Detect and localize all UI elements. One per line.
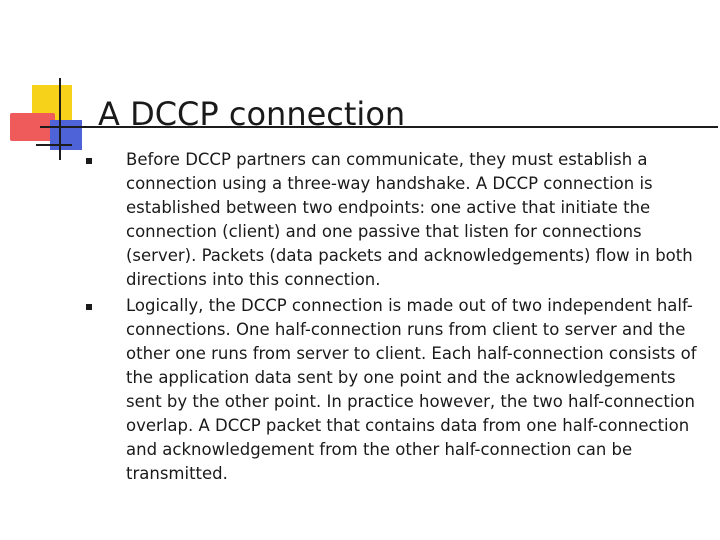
bullet-text: Before DCCP partners can communicate, they must establish a connection using a three-way handshake. A DCCP connection is established between two endpoints: one active that initiate the connection (client) and one passive that listen for connections (server). Packets (data packets and acknowledgements) flow in both directions into this connection. <box>126 150 693 289</box>
bullet-list <box>84 148 714 488</box>
bullet-item <box>84 294 714 486</box>
bullet-item <box>84 148 714 292</box>
square-bullet-icon <box>86 304 92 310</box>
square-bullet-icon <box>86 158 92 164</box>
ornament-vertical-line <box>59 78 61 160</box>
ornament-short-line <box>36 144 72 146</box>
bullet-text: Logically, the DCCP connection is made out of two independent half-connections. One half-connection runs from client to server and the other one runs from server to client. Each half-connection consists of the application data sent by one point and the acknowledgements sent by the other point. In practice however, the two half-connection overlap. A DCCP packet that contains data from one half-connection and acknowledgement from the other half-connection can be transmitted. <box>126 296 697 483</box>
slide-title: A DCCP connection <box>98 95 406 133</box>
